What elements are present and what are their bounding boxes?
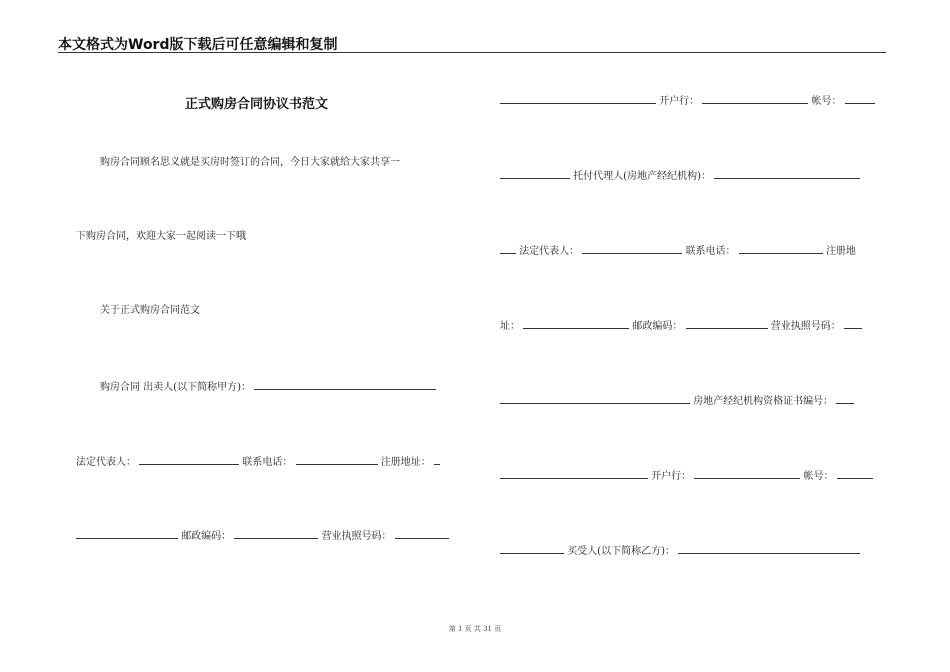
- buyer-blank: [678, 543, 860, 554]
- agent-address-line: [500, 318, 862, 334]
- document-title: 正式购房合同协议书范文: [185, 97, 329, 112]
- phone-label: 联系电话：: [242, 457, 293, 468]
- agent-rep-blank: [582, 243, 682, 254]
- address-cont-blank: [76, 528, 178, 539]
- buyer-label: 买受人(以下简称乙方)：: [567, 546, 675, 557]
- agent-pre-blank: [500, 168, 570, 179]
- bank-label: 开户行：: [659, 96, 700, 107]
- phone-blank: [296, 454, 378, 465]
- page-header: [58, 34, 886, 53]
- agent-cert-line: [500, 393, 854, 409]
- paragraph-intro-1: 购房合同顾名思义就是买房时签订的合同，今日大家就给大家共享一: [100, 157, 400, 168]
- agent-blank: [714, 168, 860, 179]
- seller-line: [100, 379, 436, 395]
- agent-label: 托付代理人(房地产经纪机构)：: [573, 171, 711, 182]
- seller-bank-line: [500, 93, 875, 109]
- agent-line: [500, 168, 860, 184]
- rep-label: 法定代表人：: [76, 457, 136, 468]
- license-label: 营业执照号码：: [321, 531, 392, 542]
- license-blank: [395, 528, 449, 539]
- seller-blank: [254, 379, 436, 390]
- agent-license-blank: [844, 318, 862, 329]
- agent-phone-blank: [739, 243, 823, 254]
- agent-postcode-label: 邮政编码：: [632, 321, 683, 332]
- header-text: 本文格式为Word版下载后可任意编辑和复制: [58, 37, 338, 53]
- seller-post-line: [76, 528, 449, 544]
- agent-address-blank: [523, 318, 629, 329]
- agent-address-cont-label: 址：: [500, 321, 520, 332]
- page-number: 第 1 页 共 31 页: [448, 625, 502, 633]
- address-label: 注册地址：: [380, 457, 431, 468]
- agent-license-label: 营业执照号码：: [770, 321, 841, 332]
- rep-blank: [139, 454, 239, 465]
- bank-blank: [702, 93, 808, 104]
- agent-bank-pre-blank: [500, 468, 648, 479]
- address-blank: [434, 454, 440, 465]
- agent-cert-blank: [836, 393, 854, 404]
- agent-rep-label: 法定代表人：: [519, 246, 580, 257]
- paragraph-intro-2: 下购房合同，欢迎大家一起阅读一下哦: [76, 231, 246, 242]
- agent-account-blank: [837, 468, 873, 479]
- agent-rep-pre-blank: [500, 243, 516, 254]
- agent-bank-blank: [694, 468, 800, 479]
- agent-postcode-blank: [686, 318, 768, 329]
- seller-rep-line: [76, 454, 440, 470]
- postcode-blank: [234, 528, 318, 539]
- bank-pre-blank: [500, 93, 656, 104]
- agent-phone-label: 联系电话：: [685, 246, 736, 257]
- agent-account-label: 帐号：: [803, 471, 834, 482]
- account-blank: [845, 93, 875, 104]
- agent-address-label: 注册地: [825, 246, 856, 257]
- agent-cert-pre-blank: [500, 393, 690, 404]
- paragraph-heading: 关于正式购房合同范文: [100, 305, 200, 316]
- account-label: 帐号：: [811, 96, 842, 107]
- agent-cert-label: 房地产经纪机构资格证书编号：: [693, 396, 834, 407]
- buyer-pre-blank: [500, 543, 564, 554]
- agent-rep-line: [500, 243, 856, 259]
- buyer-line: [500, 543, 860, 559]
- postcode-label: 邮政编码：: [181, 531, 232, 542]
- agent-bank-label: 开户行：: [651, 471, 692, 482]
- seller-label: 购房合同 出卖人(以下简称甲方)：: [100, 382, 251, 393]
- agent-bank-line: [500, 468, 873, 484]
